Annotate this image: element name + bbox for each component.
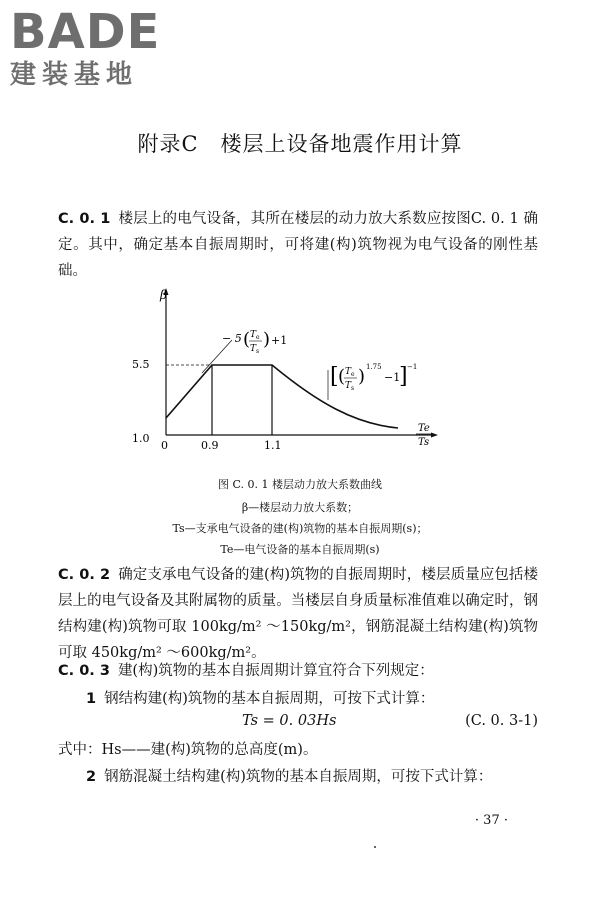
section-text: 确定支承电气设备的建(构)筑物的自振周期时，楼层质量应包括楼层上的电气设备及其附属物的质量。当楼层自身质量标准值难以确定时，钢结构建(构)筑物可取 100kg/m² ～150kg/m²，钢筋混凝土结构建(构)筑物可取 450kg/m² ～600kg/m²。	[58, 567, 538, 661]
svg-text:T: T	[345, 367, 352, 377]
logo-subtitle: 建装基地	[10, 60, 139, 90]
y-axis-label: β	[160, 288, 167, 302]
x-label-denominator: Ts	[418, 437, 430, 448]
item-text: 钢结构建(构)筑物的基本自振周期，可按下式计算：	[104, 691, 435, 707]
amplification-chart	[132, 285, 450, 465]
svg-text:− 5: − 5	[222, 332, 242, 345]
svg-text:−1: −1	[384, 371, 401, 384]
svg-text:[: [	[330, 364, 339, 389]
section-c01	[58, 206, 538, 284]
right-formula	[330, 363, 417, 392]
section-number: C. 0. 3	[58, 663, 110, 679]
item-1	[58, 686, 538, 712]
section-text: 建(构)筑物的基本自振周期计算宜符合下列规定：	[117, 663, 434, 679]
svg-text:T: T	[345, 381, 352, 391]
x-axis-arrow	[431, 433, 438, 438]
svg-text:(: (	[243, 329, 251, 350]
page-number: · 37 ·	[474, 813, 508, 828]
section-number: C. 0. 2	[58, 567, 111, 583]
svg-text:1.75: 1.75	[366, 363, 382, 371]
x-tick-0-9: 0.9	[201, 439, 219, 452]
svg-text:s: s	[256, 348, 260, 355]
figure-legend-1: β—楼层动力放大系数；	[241, 501, 359, 514]
formula-number: (C. 0. 3-1)	[465, 713, 538, 729]
section-c02	[58, 562, 538, 666]
item-text: 钢筋混凝土结构建(构)筑物的基本自振周期，可按下式计算：	[104, 769, 493, 785]
svg-text:): )	[263, 329, 271, 350]
left-formula	[222, 329, 287, 355]
x-tick-origin: 0	[161, 439, 168, 452]
scan-speck	[374, 846, 376, 848]
figure-legend-3: Te—电气设备的基本自振周期(s)	[220, 543, 380, 556]
svg-text:): )	[358, 366, 366, 387]
appendix-title: 附录C 楼层上设备地震作用计算	[137, 132, 463, 156]
section-c03	[58, 658, 538, 684]
y-tick-low: 1.0	[132, 432, 150, 445]
figure-legend-2: Ts—支承电气设备的建(构)筑物的基本自振周期(s)；	[172, 522, 428, 535]
svg-text:T: T	[250, 344, 257, 354]
x-label-numerator: Te	[418, 423, 430, 434]
y-tick-high: 5.5	[132, 358, 150, 371]
svg-text:+1: +1	[271, 334, 288, 347]
formula-where: 式中：Hs——建(构)筑物的总高度(m)。	[58, 742, 318, 758]
section-number: C. 0. 1	[58, 211, 111, 227]
logo	[10, 6, 160, 90]
svg-text:s: s	[351, 385, 355, 392]
section-text: 楼层上的电气设备，其所在楼层的动力放大系数应按图C. 0. 1 确定。其中，确定基本自振周期时，可将建(构)筑物视为电气设备的刚性基础。	[58, 211, 539, 279]
svg-text:(: (	[338, 366, 346, 387]
item-number: 1	[86, 691, 97, 707]
svg-text:]: ]	[399, 364, 408, 389]
svg-text:e: e	[256, 334, 260, 341]
item-2	[58, 764, 538, 790]
svg-text:−1: −1	[407, 363, 418, 371]
figure-caption: 图 C. 0. 1 楼层动力放大系数曲线	[217, 478, 382, 491]
formula-expression: Ts = 0. 03Hs	[242, 713, 337, 729]
svg-text:T: T	[250, 330, 257, 340]
logo-brand: BADE	[10, 4, 161, 60]
item-number: 2	[86, 769, 97, 785]
x-tick-1-1: 1.1	[264, 439, 282, 452]
svg-text:e: e	[351, 371, 355, 378]
